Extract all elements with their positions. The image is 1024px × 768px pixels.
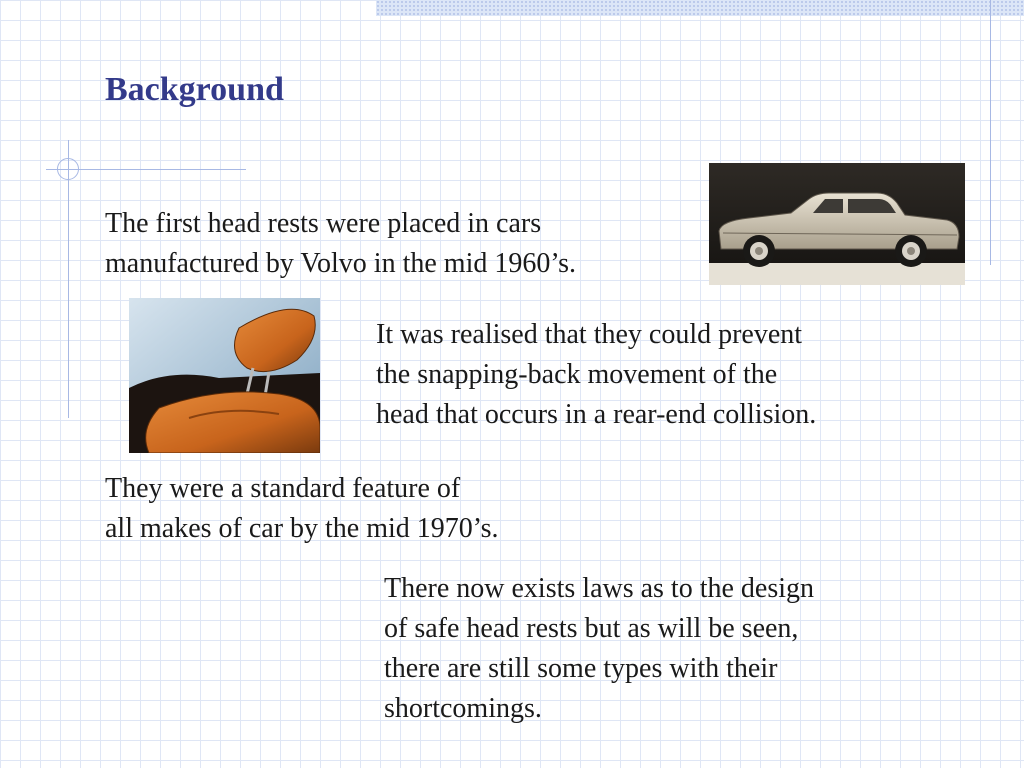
slide-title: Background: [105, 71, 284, 108]
paragraph-standard-feature: They were a standard feature of all makes of car by the mid 1970’s.: [105, 473, 499, 544]
decorative-top-band: [376, 0, 1024, 16]
decorative-vertical-rule-right: [990, 0, 991, 265]
vintage-car-photo: [709, 163, 965, 285]
paragraph-prevent-snapping: It was realised that they could prevent the snapping-back movement of the head that occurs in a rear-end collision.: [376, 319, 817, 430]
paragraph-laws-design: There now exists laws as to the design of safe head rests but as will be seen, there are still some types with their shortcomings.: [384, 573, 815, 724]
decorative-vertical-rule-left: [68, 140, 69, 418]
paragraph-first-head-rests: The first head rests were placed in cars manufactured by Volvo in the mid 1960’s.: [105, 208, 577, 279]
car-seat-headrest-photo: [129, 298, 320, 453]
decorative-circle-icon: [57, 158, 79, 180]
